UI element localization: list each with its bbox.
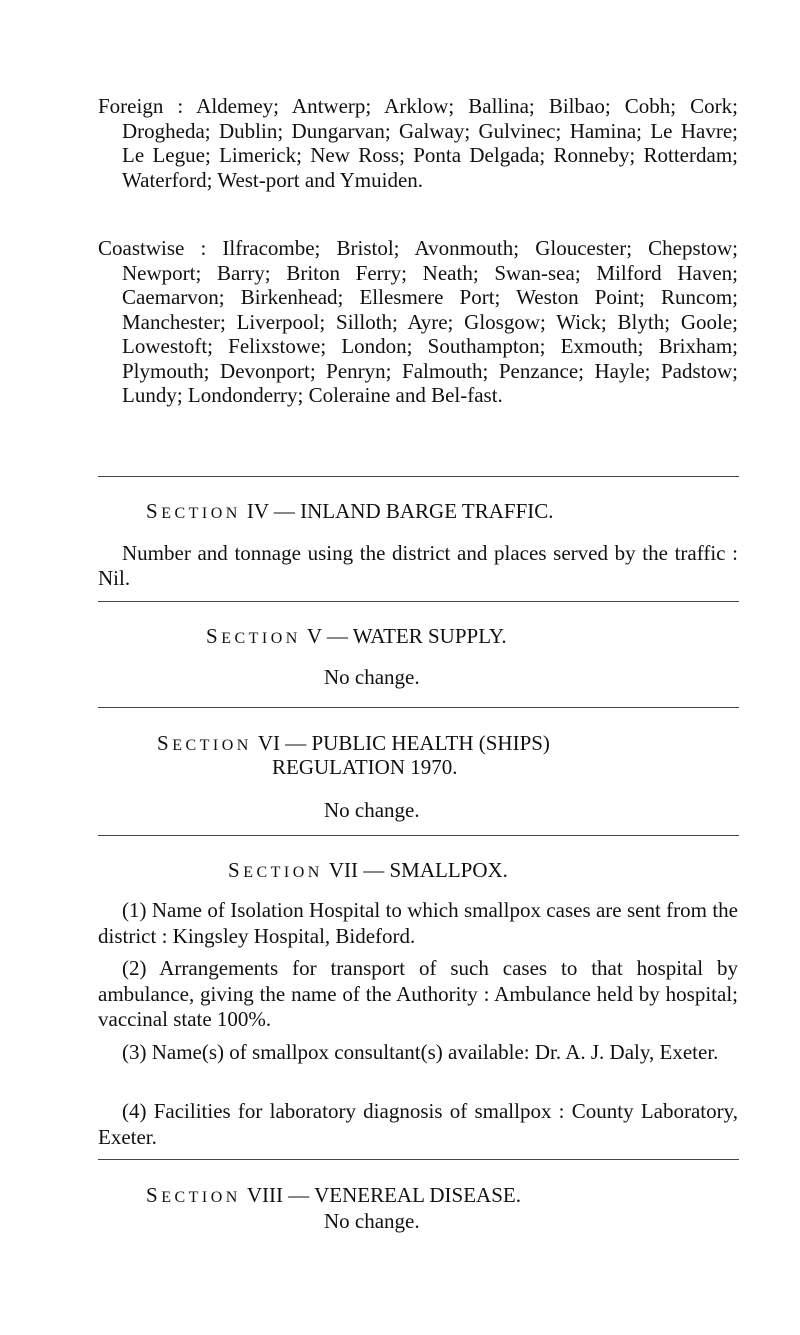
section-4-body: Number and tonnage using the district and places served by the traffic : Nil. (98, 541, 738, 590)
section-5-heading (206, 624, 507, 652)
foreign-ports-paragraph: Foreign : Aldemey; Antwerp; Arklow; Ballina; Bilbao; Cobh; Cork; Drogheda; Dublin; Dungarvan; Galway; Gulvinec; Hamina; Le Havre; Le Legue; Limerick; New Ross; Ponta Delgada; Ronneby; Rotterdam; Waterford; West-port and Ymuiden. (98, 94, 738, 192)
section-label: SECTION (146, 499, 241, 523)
coastwise-ports-paragraph: Coastwise : Ilfracombe; Bristol; Avonmouth; Gloucester; Chepstow; Newport; Barry; Briton Ferry; Neath; Swan-sea; Milford Haven; Caemarvon; Birkenhead; Ellesmere Port; Weston Point; Runcom; Manchester; Liverpool; Silloth; Ayre; Glosgow; Wick; Blyth; Goole; Lowestoft; Felixstowe; London; Southampton; Exmouth; Brixham; Plymouth; Devonport; Penryn; Falmouth; Penzance; Hayle; Padstow; Lundy; Londonderry; Coleraine and Bel-fast. (98, 236, 738, 407)
smallpox-item-2: (2) Arrangements for transport of such cases to that hospital by ambulance, giving the name of the Authority : Ambulance held by hospital; vaccinal state 100%. (98, 956, 738, 1031)
section-label: SECTION (157, 731, 252, 755)
section-6-title-line1: VI — PUBLIC HEALTH (SHIPS) (257, 731, 550, 755)
smallpox-item-1: (1) Name of Isolation Hospital to which smallpox cases are sent from the district : Kingsley Hospital, Bideford. (98, 898, 738, 948)
section-8-title: VIII — VENEREAL DISEASE. (246, 1183, 521, 1207)
divider (98, 1159, 739, 1160)
section-7-heading (228, 858, 508, 886)
section-4-heading (146, 499, 554, 527)
divider (98, 707, 739, 708)
smallpox-item-3: (3) Name(s) of smallpox consultant(s) available: Dr. A. J. Daly, Exeter. (122, 1040, 719, 1064)
divider (98, 476, 739, 477)
divider (98, 601, 739, 602)
section-8-body: No change. (324, 1209, 420, 1233)
smallpox-item-4: (4) Facilities for laboratory diagnosis of smallpox : County Laboratory, Exeter. (98, 1099, 738, 1149)
section-6-body: No change. (324, 798, 420, 822)
divider (98, 835, 739, 836)
section-8-heading (146, 1183, 521, 1211)
section-6-title-line2: REGULATION 1970. (272, 755, 458, 779)
section-5-title: V — WATER SUPPLY. (306, 624, 507, 648)
section-label: SECTION (146, 1183, 241, 1207)
section-5-body: No change. (324, 665, 420, 689)
section-label: SECTION (228, 858, 323, 882)
section-label: SECTION (206, 624, 301, 648)
section-4-title: IV — INLAND BARGE TRAFFIC. (246, 499, 554, 523)
section-7-title: VII — SMALLPOX. (328, 858, 508, 882)
